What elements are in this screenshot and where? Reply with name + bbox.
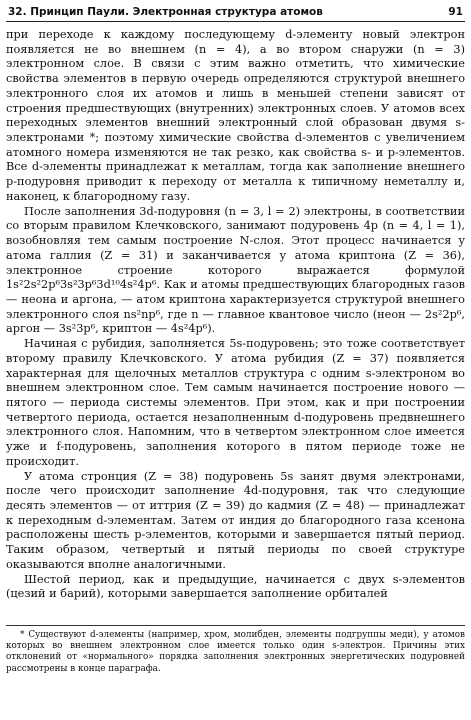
paragraph-continuation: при переходе к каждому последующему d-элементу новый электрон появляется не во внешнем (n = 4), а во втором снаружи (n = 3) электронном слое. В связи с этим важно отметить, что химические свойства элементов в первую очередь определяются структурой внешнего электронного слоя их атомов и лишь в меньшей степени зависят от строения предшествующих (внутренних) электронных слоев. У атомов всех переходных элементов внешний электронный слой образован двумя s-электронами *; поэтому химические свойства d-элементов с увеличением атомного номера изменяются не так резко, как свойства s- и p-элементов. Все d-элементы принадлежат к металлам, тогда как заполнение внешнего p-подуровня приводит к переходу от металла к типичному неметаллу и, наконец, к благородному газу. — [6, 28, 465, 203]
paragraph-sixth-period: Шестой период, как и предыдущие, начинается с двух s-элементов (цезий и барий), которыми завершается заполнение орбиталей — [6, 572, 465, 601]
paragraph-rubidium: Начиная с рубидия, заполняется 5s-подуровень; это тоже соответствует второму правилу Клечковского. У атома рубидия (Z = 37) появляется характерная для щелочных металлов структура с одним s-электроном во внешнем электронном слое. Тем самым начинается построение нового — пятого — периода системы элементов. При этом, как и при построении четвертого периода, остается незаполненным d-подуровень предвнешнего электронного слоя. Напомним, что в четвертом электронном слое имеется уже и f-подуровень, заполнения которого в пятом периоде тоже не происходит. — [6, 337, 465, 468]
book-page — [6, 6, 465, 714]
footnote: * Существуют d-элементы (например, хром, молибден, элементы подгруппы меди), у атомов которых во внешнем электронном слое имеется только один s-электрон. Причины этих отклонений от «нормального» порядка заполнения электронных энергетических подуровней рассмотрены в конце параграфа. — [6, 630, 465, 674]
footnote-rule — [6, 625, 465, 626]
page-number: 91 — [448, 6, 463, 18]
header-rule — [6, 21, 465, 22]
paragraph-3d-4p: После заполнения 3d-подуровня (n = 3, l = 2) электроны, в соответствии со вторым правилом Клечковского, занимают подуровень 4p (n = 4, l = 1), возобновляя тем самым построение N-слоя. Этот процесс начинается у атома галлия (Z = 31) и заканчивается у атома криптона (Z = 36), электронное строение которого выражается формулой 1s²2s²2p⁶3s²3p⁶3d¹⁰4s²4p⁶. Как и атомы предшествующих благородных газов — неона и аргона, — атом криптона характеризуется структурой внешнего электронного слоя ns²np⁶, где n — главное квантовое число (неон — 2s²2p⁶, аргон — 3s²3p⁶, криптон — 4s²4p⁶). — [6, 204, 465, 336]
paragraph-strontium: У атома стронция (Z = 38) подуровень 5s занят двумя электронами, после чего происходит заполнение 4d-подуровня, так что следующие десять элементов — от иттрия (Z = 39) до кадмия (Z = 48) — принадлежат к переходным d-элементам. Затем от индия до благородного газа ксенона расположены шесть p-элементов, которыми и завершается пятый период. Таким образом, четвертый и пятый периоды по своей структуре оказываются вполне аналогичными. — [6, 469, 465, 571]
running-header — [6, 6, 465, 21]
section-title: 32. Принцип Паули. Электронная структура атомов — [8, 6, 323, 18]
body-text — [6, 28, 465, 602]
